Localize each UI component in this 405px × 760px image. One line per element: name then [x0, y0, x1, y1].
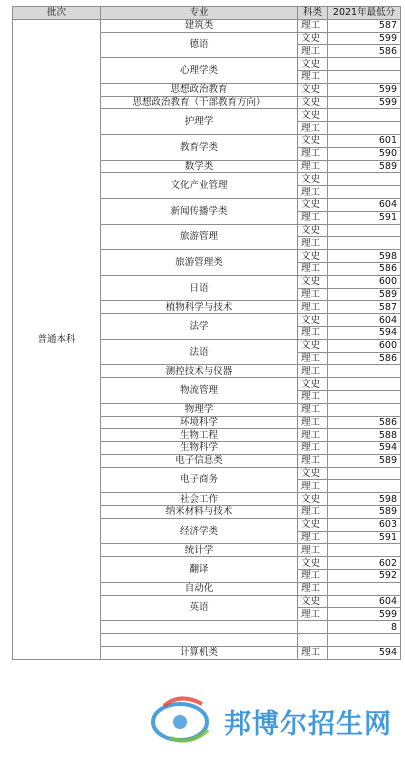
- min-score-cell: 598: [328, 250, 401, 263]
- subject-cell: 理工: [298, 211, 328, 224]
- min-score-cell: [328, 58, 401, 71]
- min-score-cell: 586: [328, 45, 401, 58]
- subject-cell: 理工: [298, 301, 328, 314]
- min-score-cell: 586: [328, 416, 401, 429]
- min-score-cell: 586: [328, 352, 401, 365]
- subject-cell: 理工: [298, 608, 328, 621]
- min-score-cell: 588: [328, 429, 401, 442]
- subject-cell: 文史: [298, 275, 328, 288]
- min-score-cell: 589: [328, 506, 401, 519]
- min-score-cell: [328, 634, 401, 647]
- major-cell: 文化产业管理: [101, 173, 298, 199]
- subject-cell: 理工: [298, 403, 328, 416]
- min-score-cell: [328, 378, 401, 391]
- min-score-cell: 594: [328, 326, 401, 339]
- subject-cell: 理工: [298, 70, 328, 83]
- subject-cell: 理工: [298, 582, 328, 595]
- subject-cell: 文史: [298, 198, 328, 211]
- min-score-cell: 600: [328, 275, 401, 288]
- min-score-cell: [328, 186, 401, 199]
- min-score-cell: 603: [328, 518, 401, 531]
- subject-cell: 文史: [298, 58, 328, 71]
- subject-cell: 文史: [298, 224, 328, 237]
- min-score-cell: [328, 237, 401, 250]
- major-cell: 数学类: [101, 160, 298, 173]
- table-row: [13, 19, 401, 32]
- major-cell: 日语: [101, 275, 298, 301]
- min-score-cell: 599: [328, 83, 401, 96]
- table-body: [13, 19, 401, 659]
- subject-cell: 理工: [298, 646, 328, 659]
- subject-cell: 文史: [298, 173, 328, 186]
- major-cell: 物理学: [101, 403, 298, 416]
- min-score-cell: 602: [328, 557, 401, 570]
- major-cell: 社会工作: [101, 493, 298, 506]
- subject-cell: 文史: [298, 339, 328, 352]
- subject-cell: 文史: [298, 134, 328, 147]
- min-score-cell: [328, 109, 401, 122]
- major-cell: 旅游管理类: [101, 250, 298, 276]
- subject-cell: 理工: [298, 352, 328, 365]
- min-score-cell: 600: [328, 339, 401, 352]
- min-score-cell: [328, 544, 401, 557]
- min-score-cell: 589: [328, 454, 401, 467]
- min-score-cell: [328, 480, 401, 493]
- major-cell: 纳米材料与技术: [101, 506, 298, 519]
- major-cell: 环境科学: [101, 416, 298, 429]
- major-cell: 德语: [101, 32, 298, 58]
- major-cell: 法学: [101, 314, 298, 340]
- major-cell: 护理学: [101, 109, 298, 135]
- major-cell: 测控技术与仪器: [101, 365, 298, 378]
- major-cell: 电子商务: [101, 467, 298, 493]
- major-cell: 法语: [101, 339, 298, 365]
- major-cell: 新闻传播学类: [101, 198, 298, 224]
- min-score-cell: [328, 173, 401, 186]
- header-major: 专业: [101, 7, 298, 20]
- min-score-cell: 599: [328, 32, 401, 45]
- subject-cell: 理工: [298, 365, 328, 378]
- site-watermark: [150, 694, 400, 750]
- min-score-cell: 604: [328, 595, 401, 608]
- subject-cell: 理工: [298, 326, 328, 339]
- major-cell: 教育学类: [101, 134, 298, 160]
- major-cell: [101, 634, 298, 647]
- min-score-cell: 594: [328, 442, 401, 455]
- subject-cell: 文史: [298, 32, 328, 45]
- table-header-row: [13, 7, 401, 20]
- header-batch: 批次: [13, 7, 101, 20]
- subject-cell: 文史: [298, 250, 328, 263]
- subject-cell: 文史: [298, 96, 328, 109]
- subject-cell: 理工: [298, 45, 328, 58]
- min-score-cell: 587: [328, 19, 401, 32]
- subject-cell: 文史: [298, 518, 328, 531]
- major-cell: 植物科学与技术: [101, 301, 298, 314]
- subject-cell: 文史: [298, 557, 328, 570]
- major-cell: 翻译: [101, 557, 298, 583]
- subject-cell: 理工: [298, 390, 328, 403]
- subject-cell: 理工: [298, 122, 328, 135]
- major-cell: 统计学: [101, 544, 298, 557]
- subject-cell: 理工: [298, 237, 328, 250]
- subject-cell: 文史: [298, 378, 328, 391]
- min-score-cell: 590: [328, 147, 401, 160]
- min-score-cell: 8: [328, 621, 401, 634]
- subject-cell: [298, 621, 328, 634]
- subject-cell: 理工: [298, 186, 328, 199]
- min-score-cell: 594: [328, 646, 401, 659]
- header-min-score: 2021年最低分: [328, 7, 401, 20]
- min-score-cell: [328, 467, 401, 480]
- min-score-cell: [328, 403, 401, 416]
- watermark-logo-icon: [150, 694, 216, 746]
- min-score-cell: 598: [328, 493, 401, 506]
- subject-cell: 文史: [298, 109, 328, 122]
- major-cell: 心理学类: [101, 58, 298, 84]
- admission-score-table: [12, 6, 401, 660]
- major-cell: 自动化: [101, 582, 298, 595]
- subject-cell: 理工: [298, 506, 328, 519]
- major-cell: 经济学类: [101, 518, 298, 544]
- major-cell: 物流管理: [101, 378, 298, 404]
- subject-cell: 理工: [298, 416, 328, 429]
- subject-cell: 理工: [298, 544, 328, 557]
- major-cell: 建筑类: [101, 19, 298, 32]
- major-cell: 英语: [101, 595, 298, 621]
- min-score-cell: 591: [328, 531, 401, 544]
- subject-cell: 理工: [298, 147, 328, 160]
- min-score-cell: 591: [328, 211, 401, 224]
- min-score-cell: 599: [328, 608, 401, 621]
- subject-cell: 文史: [298, 493, 328, 506]
- min-score-cell: 601: [328, 134, 401, 147]
- subject-cell: 理工: [298, 531, 328, 544]
- min-score-cell: 599: [328, 96, 401, 109]
- major-cell: 思想政治教育: [101, 83, 298, 96]
- min-score-cell: [328, 224, 401, 237]
- subject-cell: 文史: [298, 467, 328, 480]
- subject-cell: 理工: [298, 570, 328, 583]
- min-score-cell: [328, 582, 401, 595]
- min-score-cell: 589: [328, 288, 401, 301]
- min-score-cell: [328, 390, 401, 403]
- min-score-cell: 586: [328, 262, 401, 275]
- subject-cell: 文史: [298, 595, 328, 608]
- major-cell: 计算机类: [101, 646, 298, 659]
- subject-cell: 理工: [298, 262, 328, 275]
- subject-cell: 理工: [298, 19, 328, 32]
- min-score-cell: 604: [328, 314, 401, 327]
- major-cell: 生物科学: [101, 442, 298, 455]
- subject-cell: [298, 634, 328, 647]
- min-score-cell: [328, 70, 401, 83]
- subject-cell: 理工: [298, 442, 328, 455]
- major-cell: [101, 621, 298, 634]
- subject-cell: 理工: [298, 480, 328, 493]
- batch-cell: 普通本科: [13, 19, 101, 659]
- subject-cell: 文史: [298, 314, 328, 327]
- major-cell: 思想政治教育（干部教育方向）: [101, 96, 298, 109]
- major-cell: 电子信息类: [101, 454, 298, 467]
- min-score-cell: 604: [328, 198, 401, 211]
- watermark-text: 邦博尔招生网: [224, 709, 392, 740]
- subject-cell: 理工: [298, 160, 328, 173]
- header-subject: 科类: [298, 7, 328, 20]
- min-score-cell: 589: [328, 160, 401, 173]
- subject-cell: 理工: [298, 288, 328, 301]
- min-score-cell: [328, 122, 401, 135]
- subject-cell: 理工: [298, 454, 328, 467]
- subject-cell: 理工: [298, 429, 328, 442]
- min-score-cell: 587: [328, 301, 401, 314]
- min-score-cell: [328, 365, 401, 378]
- major-cell: 生物工程: [101, 429, 298, 442]
- major-cell: 旅游管理: [101, 224, 298, 250]
- min-score-cell: 592: [328, 570, 401, 583]
- subject-cell: 文史: [298, 83, 328, 96]
